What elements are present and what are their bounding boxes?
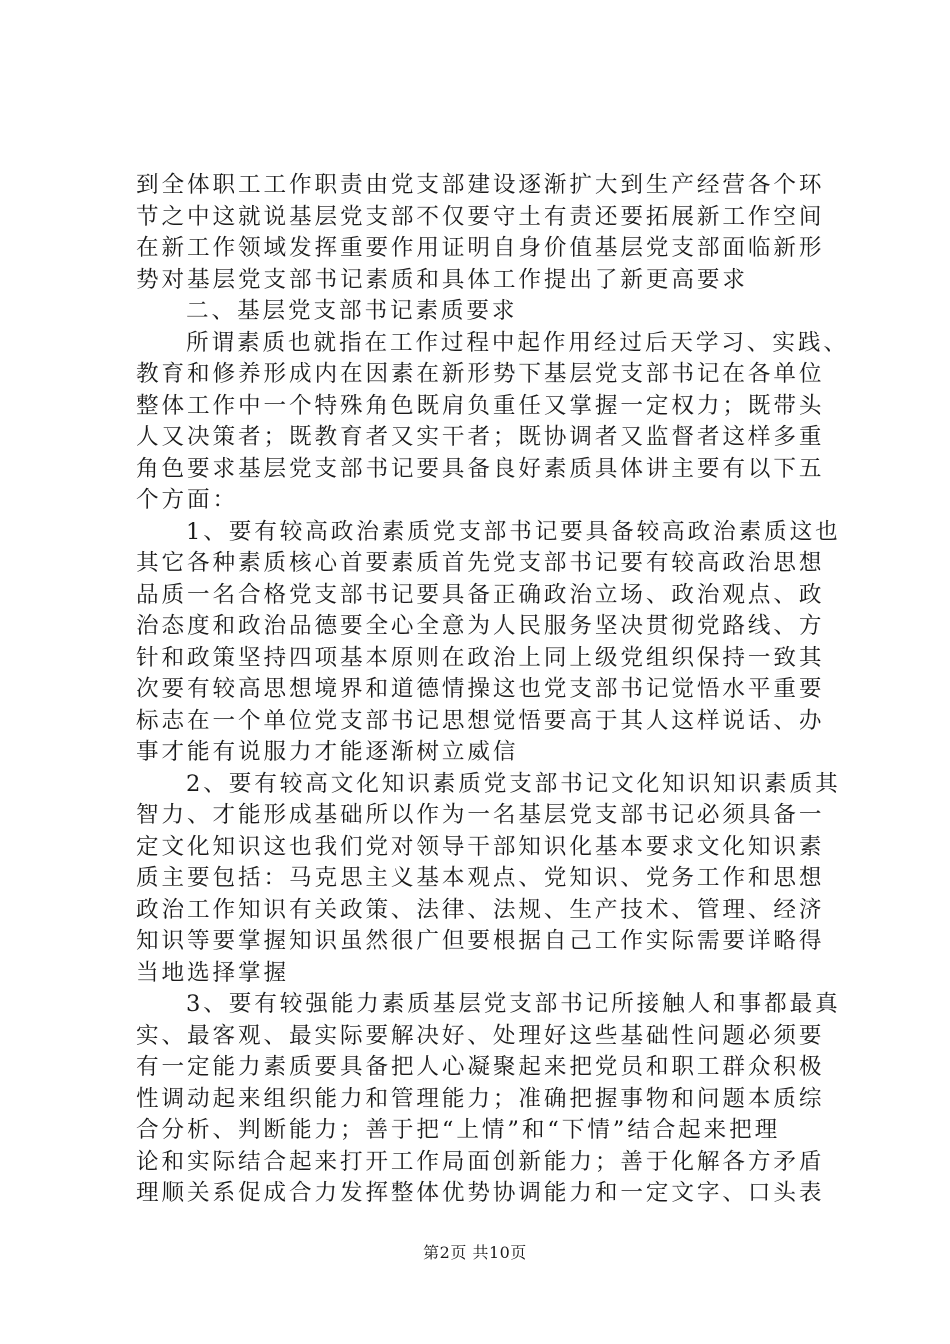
text-line: 个方面：: [136, 487, 238, 513]
page-footer: 第2页 共10页: [423, 1243, 527, 1262]
text-line: 二、基层党支部书记素质要求: [186, 298, 518, 324]
text-line: 政治工作知识有关政策、法律、法规、生产技术、管理、经济: [136, 896, 825, 923]
text-line: 理顺关系促成合力发挥整体优势协调能力和一定文字、口头表: [136, 1180, 825, 1206]
text-line: 在新工作领域发挥重要作用证明自身价值基层党支部面临新形: [136, 235, 825, 261]
body-text: [136, 170, 849, 1210]
text-line: 到全体职工工作职责由党支部建设逐渐扩大到生产经营各个环: [136, 172, 825, 198]
text-line: 有一定能力素质要具备把人心凝聚起来把党员和职工群众积极: [136, 1054, 825, 1080]
text-line: 教育和修养形成内在因素在新形势下基层党支部书记在各单位: [136, 361, 825, 387]
text-line: 事才能有说服力才能逐渐树立威信: [136, 739, 519, 765]
text-line: 治态度和政治品德要全心全意为人民服务坚决贯彻党路线、方: [136, 613, 825, 639]
text-line: 节之中这就说基层党支部不仅要守土有责还要拓展新工作空间: [136, 203, 825, 230]
text-line: 针和政策坚持四项基本原则在政治上同上级党组织保持一致其: [136, 644, 825, 671]
text-line: 质主要包括：马克思主义基本观点、党知识、党务工作和思想: [136, 865, 825, 891]
text-line: 当地选择掌握: [136, 959, 289, 986]
text-line: 知识等要掌握知识虽然很广但要根据自己工作实际需要详略得: [136, 928, 825, 954]
text-line: 次要有较高思想境界和道德情操这也党支部书记觉悟水平重要: [136, 676, 825, 702]
text-line: 标志在一个单位党支部书记思想觉悟要高于其人这样说话、办: [136, 707, 825, 734]
text-line: 智力、才能形成基础所以作为一名基层党支部书记必须具备一: [136, 802, 825, 828]
text-line: 角色要求基层党支部书记要具备良好素质具体讲主要有以下五: [136, 455, 825, 482]
text-line: 实、最客观、最实际要解决好、处理好这些基础性问题必须要: [136, 1022, 825, 1049]
text-line: 合分析、判断能力；善于把“上情”和“下情”结合起来把理: [136, 1117, 781, 1143]
text-line: 势对基层党支部书记素质和具体工作提出了新更高要求: [136, 266, 748, 293]
text-line: 所谓素质也就指在工作过程中起作用经过后天学习、实践、: [186, 329, 849, 356]
text-line: 论和实际结合起来打开工作局面创新能力；善于化解各方矛盾: [136, 1148, 825, 1175]
text-line: 3、要有较强能力素质基层党支部书记所接触人和事都最真: [186, 991, 841, 1017]
text-line: 2、要有较高文化知识素质党支部书记文化知识知识素质其: [186, 770, 841, 797]
text-line: 其它各种素质核心首要素质首先党支部书记要有较高政治思想: [136, 550, 825, 576]
text-line: 定文化知识这也我们党对领导干部知识化基本要求文化知识素: [136, 833, 825, 860]
text-line: 性调动起来组织能力和管理能力；准确把握事物和问题本质综: [136, 1085, 825, 1112]
text-line: 人又决策者；既教育者又实干者；既协调者又监督者这样多重: [136, 424, 825, 450]
text-line: 1、要有较高政治素质党支部书记要具备较高政治素质这也: [186, 518, 841, 545]
text-line: 品质一名合格党支部书记要具备正确政治立场、政治观点、政: [136, 581, 825, 608]
text-line: 整体工作中一个特殊角色既肩负重任又掌握一定权力；既带头: [136, 392, 825, 419]
